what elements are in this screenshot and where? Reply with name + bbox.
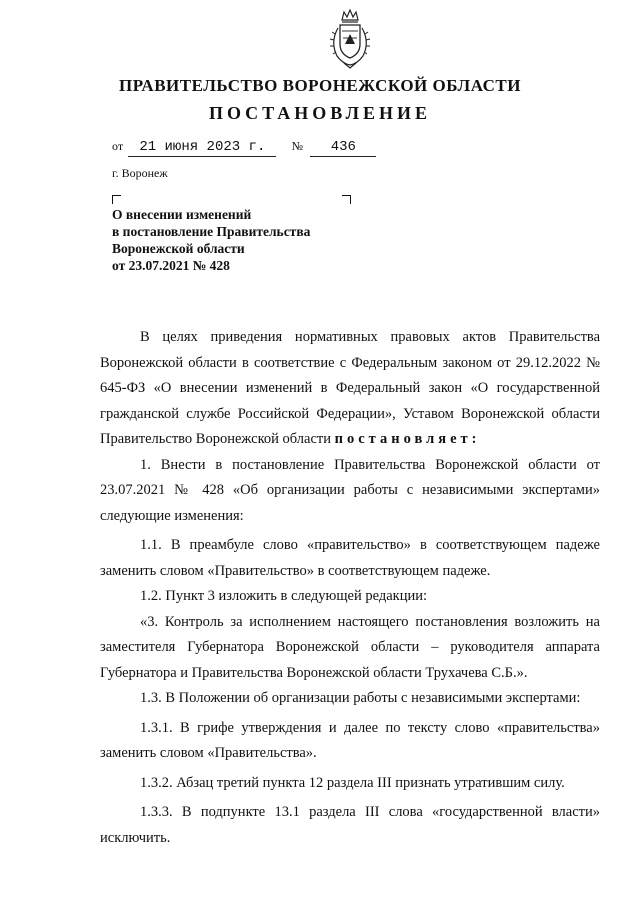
subject-line: в постановление Правительства xyxy=(112,224,311,239)
paragraph-1: 1. Внести в постановление Правительства Воронежской области от 23.07.2021 № 428 «Об организации работы с независимыми экспертами» следующие изменения: xyxy=(100,456,600,524)
document-subject xyxy=(112,206,310,274)
subject-corner-left xyxy=(112,195,121,204)
subject-line: Воронежской области xyxy=(112,241,245,256)
paragraph-1-3-1: 1.3.1. В грифе утверждения и далее по тексту слово «правительства» заменить словом «Правительства». xyxy=(100,719,600,761)
date-number-line xyxy=(112,138,376,157)
paragraph-1-1: 1.1. В преамбуле слово «правительство» в соответствующем падеже заменить словом «Правительство» в соответствующем падеже. xyxy=(100,537,600,579)
subject-line: от 23.07.2021 № 428 xyxy=(112,258,230,273)
preamble-text: В целях приведения нормативных правовых актов Правительства Воронежской области в соответствие с Федеральным законом от 29.12.2022 № 645-ФЗ «О внесении изменений в Федеральный закон «О государственной гражданской службе Российской Федерации», Уставом Воронежской области Правительство Воронежской области xyxy=(100,329,600,447)
document-number: 436 xyxy=(310,139,376,157)
paragraph-1-2-quote: «3. Контроль за исполнением настоящего постановления возложить на заместителя Губернатора Воронежской области – руководителя аппарата Губернатора и Правительства Воронежской области Трухачева С.Б.». xyxy=(100,613,600,681)
from-label: от xyxy=(112,139,124,153)
subject-line: О внесении изменений xyxy=(112,207,252,222)
document-type: ПОСТАНОВЛЕНИЕ xyxy=(208,103,432,123)
paragraph-1-2: 1.2. Пункт 3 изложить в следующей редакции: xyxy=(140,588,428,604)
number-label: № xyxy=(291,139,304,153)
coat-of-arms-icon xyxy=(327,8,373,74)
paragraph-1-3-2: 1.3.2. Абзац третий пункта 12 раздела III признать утратившим силу. xyxy=(140,774,565,791)
paragraph-1-3-3: 1.3.3. В подпункте 13.1 раздела III слова «государственной власти» исключить. xyxy=(100,804,600,846)
document-date: 21 июня 2023 г. xyxy=(128,139,276,157)
document-body xyxy=(100,325,600,851)
subject-corner-right xyxy=(342,195,351,204)
preamble-paragraph xyxy=(100,325,600,453)
paragraph-1-3: 1.3. В Положении об организации работы с независимыми экспертами: xyxy=(140,690,581,706)
city: г. Воронеж xyxy=(112,166,168,180)
government-title: ПРАВИТЕЛЬСТВО ВОРОНЕЖСКОЙ ОБЛАСТИ xyxy=(118,76,521,95)
resolves-verb: постановляет: xyxy=(334,431,481,447)
